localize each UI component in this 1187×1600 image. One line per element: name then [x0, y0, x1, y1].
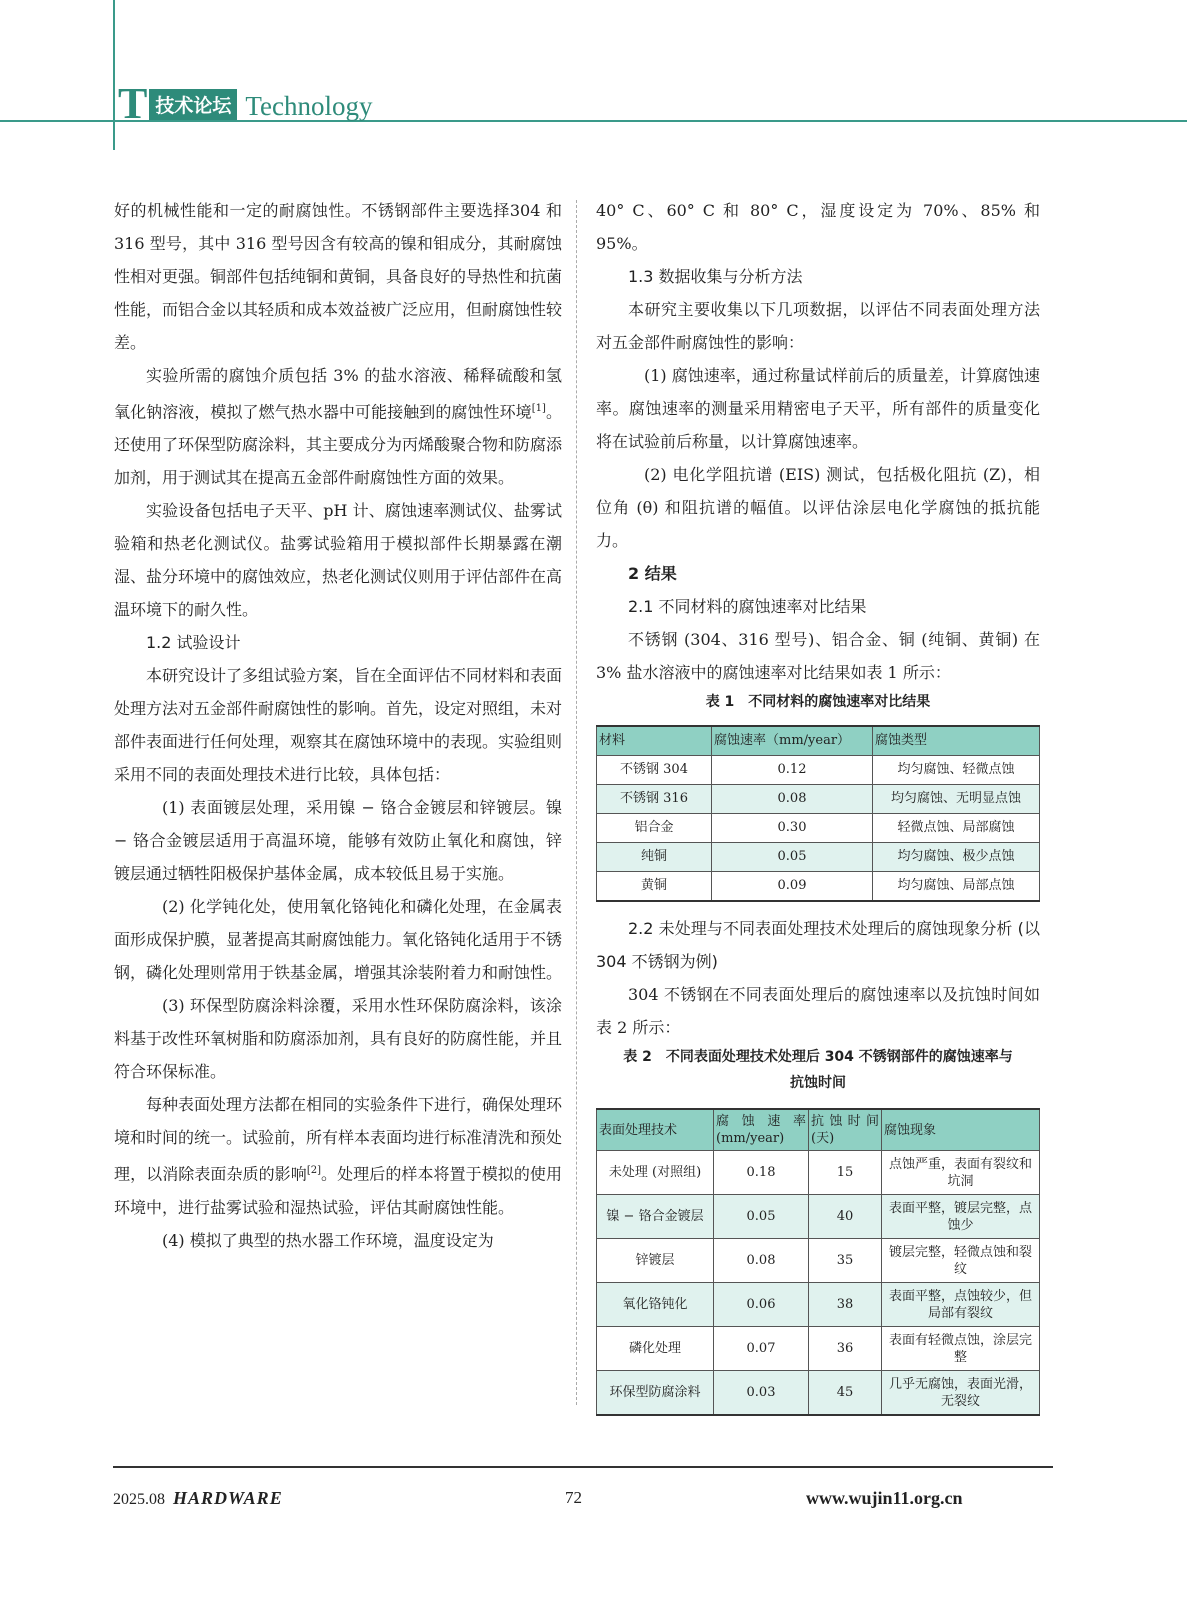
section-heading: 2 结果	[628, 564, 677, 583]
paragraph: (2) 电化学阻抗谱 (EIS) 测试，包括极化阻抗 (Z)，相位角 (θ) 和阻抗谱的幅值。以评估涂层电化学腐蚀的抵抗能力。	[596, 465, 1040, 550]
table-row	[597, 785, 1040, 814]
footer-date: 2025.08	[113, 1491, 165, 1508]
table-cell: 0.07	[714, 1327, 809, 1371]
table2-caption	[596, 1044, 1040, 1096]
table-header: 腐蚀速率（mm/year）	[712, 726, 873, 756]
paragraph: 本研究设计了多组试验方案，旨在全面评估不同材料和表面处理方法对五金部件耐腐蚀性的影响。首先，设定对照组，未对部件表面进行任何处理，观察其在腐蚀环境中的表现。实验组则采用不同的表面处理技术进行比较，具体包括：	[114, 666, 563, 785]
header-vertical-rule	[113, 0, 115, 150]
table-row	[597, 1327, 1040, 1371]
table1	[596, 725, 1040, 902]
table-row	[597, 1371, 1040, 1416]
text: 实验所需的腐蚀介质包括 3% 的盐水溶液、稀释硫酸和氢氧化钠溶液，模拟了燃气热水器中可能接触到的腐蚀性环境	[114, 366, 562, 422]
table-cell: 未处理 (对照组)	[597, 1151, 714, 1195]
table-cell: 均匀腐蚀、无明显点蚀	[873, 785, 1040, 814]
table2-caption-line1: 表 2 不同表面处理技术处理后 304 不锈钢部件的腐蚀速率与	[623, 1049, 1013, 1065]
table-header: 腐蚀现象	[882, 1109, 1040, 1151]
table-cell: 0.09	[712, 872, 873, 902]
paragraph	[114, 359, 562, 494]
table-cell: 0.08	[714, 1239, 809, 1283]
column-divider	[576, 200, 577, 1405]
paragraph: (3) 环保型防腐涂料涂覆，采用水性环保防腐涂料，该涂料基于改性环氧树脂和防腐添加剂，具有良好的防腐性能，并且符合环保标准。	[114, 996, 563, 1082]
paragraph: 304 不锈钢在不同表面处理后的腐蚀速率以及抗蚀时间如表 2 所示：	[596, 985, 1040, 1037]
table-cell: 0.05	[712, 843, 873, 872]
table-cell: 40	[809, 1195, 882, 1239]
footer-issue	[113, 1488, 283, 1509]
section-header	[118, 79, 373, 128]
table-cell: 纯铜	[597, 843, 712, 872]
table-cell: 表面平整，点蚀较少，但局部有裂纹	[882, 1283, 1040, 1327]
header-letter: T	[118, 79, 148, 128]
table-row	[597, 872, 1040, 902]
table-row	[597, 1195, 1040, 1239]
section-heading: 2.1 不同材料的腐蚀速率对比结果	[628, 597, 867, 616]
table-cell: 不锈钢 316	[597, 785, 712, 814]
paragraph: (1) 表面镀层处理，采用镍 − 铬合金镀层和锌镀层。镍 − 铬合金镀层适用于高温环境，能够有效防止氧化和腐蚀，锌镀层通过牺牲阳极保护基体金属，成本较低且易于实施。	[114, 798, 562, 884]
table-header: 腐蚀类型	[873, 726, 1040, 756]
table-cell: 镀层完整，轻微点蚀和裂纹	[882, 1239, 1040, 1283]
table-cell: 15	[809, 1151, 882, 1195]
page-number: 72	[565, 1488, 582, 1507]
table-header: 抗蚀时间 (天)	[809, 1109, 882, 1151]
table-row	[597, 756, 1040, 785]
table-header-row	[597, 726, 1040, 756]
table-row	[597, 814, 1040, 843]
table-cell: 点蚀严重，表面有裂纹和坑洞	[882, 1151, 1040, 1195]
section-heading: 1.3 数据收集与分析方法	[628, 267, 803, 286]
table-cell: 表面有轻微点蚀，涂层完整	[882, 1327, 1040, 1371]
table-cell: 黄铜	[597, 872, 712, 902]
table-cell: 锌镀层	[597, 1239, 714, 1283]
table-cell: 0.05	[714, 1195, 809, 1239]
table-header: 表面处理技术	[597, 1109, 714, 1151]
table-cell: 磷化处理	[597, 1327, 714, 1371]
table1-caption: 表 1 不同材料的腐蚀速率对比结果	[705, 694, 931, 710]
table-cell: 轻微点蚀、局部腐蚀	[873, 814, 1040, 843]
text: 每种表面处理方法都在相同的实验条件下进行，确保处理环境和时间的统一。试验前，所有样本表面均进行标准清洗和预处理，以消除表面杂质的影响	[114, 1095, 563, 1184]
table-cell: 表面平整，镀层完整，点蚀少	[882, 1195, 1040, 1239]
table-cell: 38	[809, 1283, 882, 1327]
footer-magazine: HARDWARE	[173, 1488, 283, 1508]
footer-rule	[113, 1466, 1053, 1468]
paragraph: (4) 模拟了典型的热水器工作环境，温度设定为	[162, 1230, 494, 1250]
table-cell: 35	[809, 1239, 882, 1283]
table-cell: 36	[809, 1327, 882, 1371]
text: 。处理后的样本将置于模拟的使用环境中，进行盐雾试验和湿热试验，评估其耐腐蚀性能。	[114, 1164, 562, 1217]
table-cell: 均匀腐蚀、局部点蚀	[873, 872, 1040, 902]
paragraph	[114, 1088, 562, 1223]
section-heading: 1.2 试验设计	[146, 633, 241, 653]
table-cell: 45	[809, 1371, 882, 1416]
right-column	[596, 194, 1040, 1416]
paragraph: 40° C、60° C 和 80° C，湿度设定为 70%、85% 和 95%。	[596, 201, 1040, 253]
table-cell: 氧化铬钝化	[597, 1283, 714, 1327]
table-header: 腐蚀速率 (mm/year)	[714, 1109, 809, 1151]
citation: [2]	[306, 1165, 321, 1177]
table-row	[597, 1151, 1040, 1195]
table-cell: 0.12	[712, 756, 873, 785]
table-header: 材料	[597, 726, 712, 756]
paragraph: 本研究主要收集以下几项数据，以评估不同表面处理方法对五金部件耐腐蚀性的影响：	[596, 300, 1040, 352]
header-english: Technology	[245, 91, 373, 121]
paragraph: 实验设备包括电子天平、pH 计、腐蚀速率测试仪、盐雾试验箱和热老化测试仪。盐雾试验箱用于模拟部件长期暴露在潮湿、盐分环境中的腐蚀效应，热老化测试仪则用于评估部件在高温环境下的耐久性。	[114, 501, 563, 620]
left-column	[114, 194, 562, 1257]
citation: [1]	[531, 403, 546, 414]
section-heading: 2.2 未处理与不同表面处理技术处理后的腐蚀现象分析 (以 304 不锈钢为例)	[596, 919, 1040, 971]
table-header-row	[597, 1109, 1040, 1151]
table-cell: 0.30	[712, 814, 873, 843]
table-row	[597, 1283, 1040, 1327]
table-cell: 0.06	[714, 1283, 809, 1327]
table-cell: 均匀腐蚀、轻微点蚀	[873, 756, 1040, 785]
table2-caption-line2: 抗蚀时间	[790, 1075, 846, 1091]
paragraph: 不锈钢 (304、316 型号)、铝合金、铜 (纯铜、黄铜) 在 3% 盐水溶液中的腐蚀速率对比结果如表 1 所示：	[596, 630, 1040, 682]
table-row	[597, 1239, 1040, 1283]
paragraph: 好的机械性能和一定的耐腐蚀性。不锈钢部件主要选择304 和 316 型号，其中 316 型号因含有较高的镍和钼成分，其耐腐蚀性相对更强。铜部件包括纯铜和黄铜，具备良好的导热性和抗菌性能，而铝合金以其轻质和成本效益被广泛应用，但耐腐蚀性较差。	[114, 201, 563, 352]
table-cell: 几乎无腐蚀，表面光滑，无裂纹	[882, 1371, 1040, 1416]
table-cell: 铝合金	[597, 814, 712, 843]
table-cell: 0.18	[714, 1151, 809, 1195]
table2	[596, 1108, 1040, 1416]
footer-url: www.wujin11.org.cn	[806, 1488, 963, 1508]
paragraph: (2) 化学钝化处，使用氧化铬钝化和磷化处理，在金属表面形成保护膜，显著提高其耐腐蚀能力。氧化铬钝化适用于不锈钢，磷化处理则常用于铁基金属，增强其涂装附着力和耐蚀性。	[114, 897, 563, 983]
table-cell: 环保型防腐涂料	[597, 1371, 714, 1416]
header-badge: 技术论坛	[149, 89, 237, 120]
text: 。还使用了环保型防腐涂料，其主要成分为丙烯酸聚合物和防腐添加剂，用于测试其在提高五金部件耐腐蚀性方面的效果。	[114, 402, 563, 488]
table-cell: 镍 − 铬合金镀层	[597, 1195, 714, 1239]
paragraph: (1) 腐蚀速率，通过称量试样前后的质量差，计算腐蚀速率。腐蚀速率的测量采用精密电子天平，所有部件的质量变化将在试验前后称量，以计算腐蚀速率。	[596, 366, 1040, 451]
table-cell: 均匀腐蚀、极少点蚀	[873, 843, 1040, 872]
table-cell: 不锈钢 304	[597, 756, 712, 785]
table-cell: 0.08	[712, 785, 873, 814]
table-row	[597, 843, 1040, 872]
table-cell: 0.03	[714, 1371, 809, 1416]
